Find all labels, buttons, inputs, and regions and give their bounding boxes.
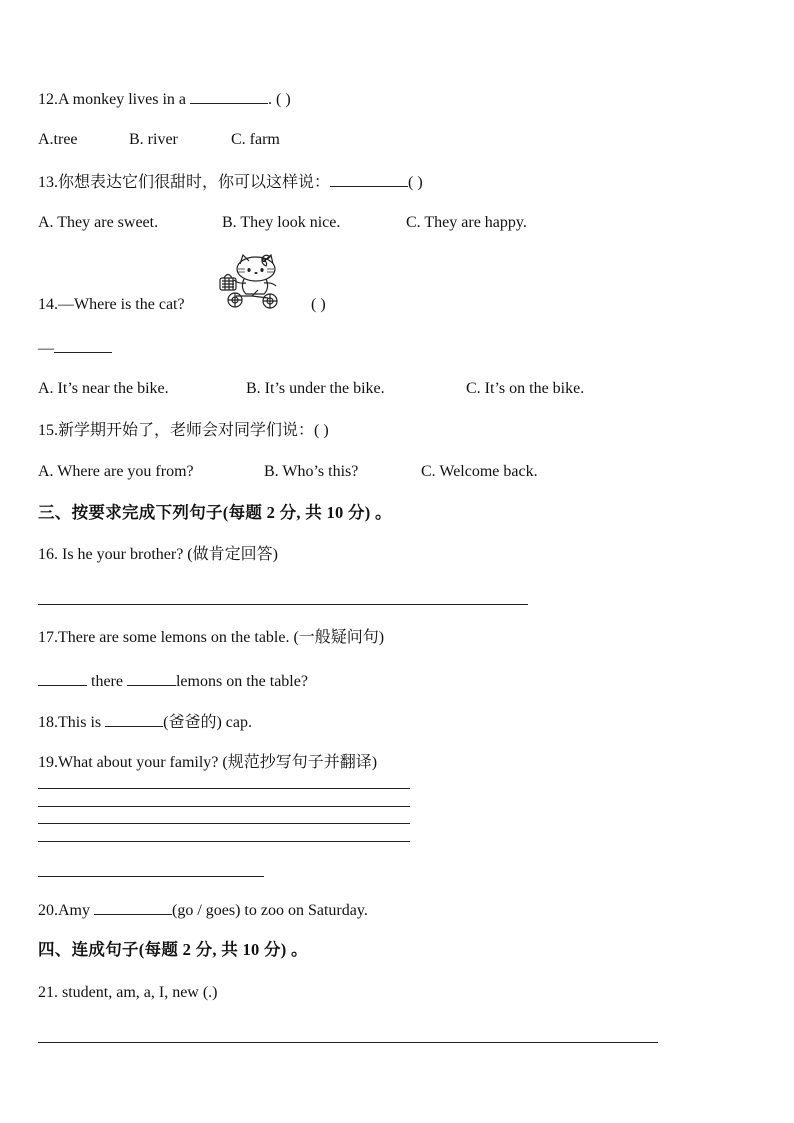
answer-line[interactable] [38,1042,658,1043]
option-c: C. It’s on the bike. [466,380,585,397]
question-17-fill [38,670,308,692]
option-a: A. It’s near the bike. [38,380,169,397]
option-a: A. Where are you from? [38,463,194,480]
answer-blank[interactable] [127,670,176,686]
question-12-paren: . ( ) [267,91,291,108]
answer-blank[interactable] [38,670,87,686]
answer-blank[interactable] [190,88,268,104]
option-b: B. river [129,131,178,148]
section-3-heading: 三、按要求完成下列句子(每题 2 分, 共 10 分) 。 [38,503,392,522]
hello-kitty-bicycle-icon [216,252,290,312]
option-a: A.tree [38,131,78,148]
question-18-post: (爸爸的) cap. [163,714,252,731]
question-18 [38,711,252,733]
question-14-answer-line [38,337,112,359]
section-4-heading: 四、连成句子(每题 2 分, 共 10 分) 。 [38,940,308,959]
question-16-stem: 16. Is he your brother? (做肯定回答) [38,546,278,563]
translation-line[interactable] [38,876,264,877]
copy-line[interactable] [38,841,410,842]
question-18-pre: 18.This is [38,714,106,731]
question-12-stem: 12.A monkey lives in a [38,91,186,108]
copy-line[interactable] [38,788,410,789]
question-14-stem: 14.—Where is the cat? [38,296,185,313]
question-19-stem: 19.What about your family? (规范抄写句子并翻译) [38,754,378,771]
question-12 [38,88,291,110]
option-b: B. It’s under the bike. [246,380,385,397]
question-15-stem: 15.新学期开始了，老师会对同学们说：( ) [38,422,329,439]
option-b: B. They look nice. [222,214,341,231]
question-13 [38,171,423,193]
option-b: B. Who’s this? [264,463,359,480]
fill-word-there: there [87,673,127,690]
question-14-paren: ( ) [311,296,326,313]
option-c: C. farm [231,131,280,148]
answer-blank[interactable] [105,711,163,727]
copy-line[interactable] [38,806,410,807]
answer-blank[interactable] [94,899,172,915]
question-13-stem: 13.你想表达它们很甜时，你可以这样说： [38,174,331,191]
answer-blank[interactable] [330,171,408,187]
answer-blank[interactable] [54,337,112,353]
option-c: C. Welcome back. [421,463,538,480]
answer-dash: — [38,340,54,357]
answer-line[interactable] [38,604,528,605]
question-21-stem: 21. student, am, a, I, new (.) [38,984,218,1001]
option-a: A. They are sweet. [38,214,159,231]
copy-line[interactable] [38,823,410,824]
fill-rest: lemons on the table? [175,673,308,690]
question-17-stem: 17.There are some lemons on the table. (一般疑问句) [38,629,385,646]
question-20-pre: 20.Amy [38,902,94,919]
option-c: C. They are happy. [406,214,527,231]
question-20 [38,899,368,921]
question-13-paren: ( ) [408,174,423,191]
question-20-post: (go / goes) to zoo on Saturday. [172,902,368,919]
